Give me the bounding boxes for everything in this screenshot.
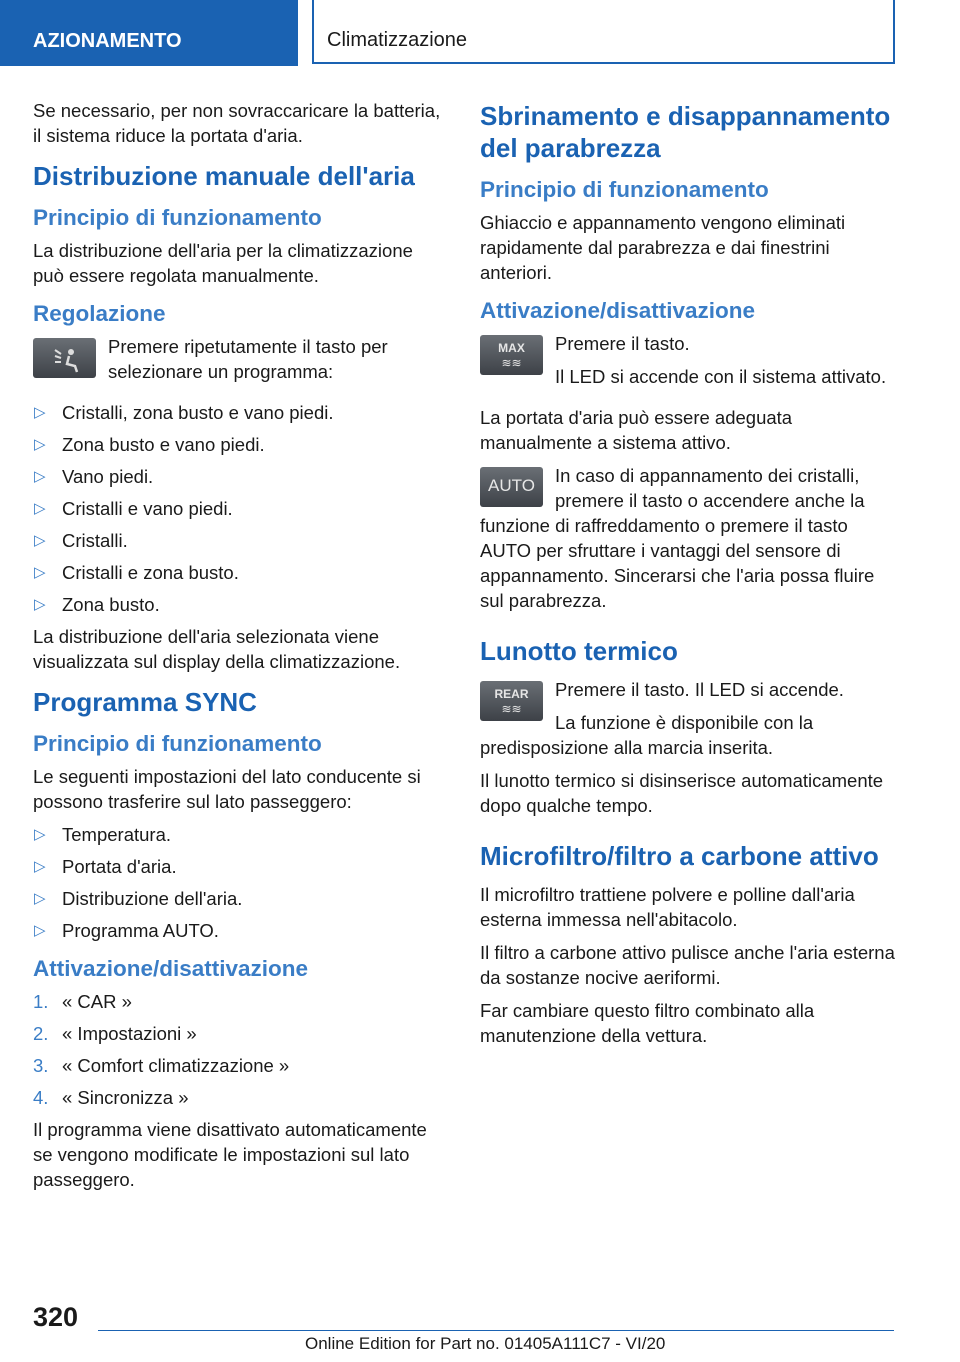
auto-button-icon: AUTO	[480, 467, 543, 507]
list-item: ▷ Zona busto.	[34, 594, 160, 615]
air-distribution-button-icon	[33, 338, 96, 378]
triangle-bullet-icon: ▷	[34, 468, 46, 485]
rear-defrost-button-icon: REAR ≋≋	[480, 681, 543, 721]
filter-text-2: Il filtro a carbone attivo pulisce anche l'aria esterna da sostanze nocive aeriformi.	[480, 942, 895, 988]
rear-text-3: Il lunotto termico si disinserisce automaticamente dopo qualche tempo.	[480, 770, 884, 816]
triangle-bullet-icon: ▷	[34, 532, 46, 549]
left-column	[33, 98, 443, 1200]
max-defrost-button-icon: MAX ≋≋	[480, 335, 543, 375]
list-item: ▷ Distribuzione dell'aria.	[34, 888, 243, 909]
filter-text-1: Il microfiltro trattiene polvere e polline dall'aria esterna immessa nell'abitacolo.	[480, 884, 855, 930]
chapter-title: Climatizzazione	[312, 0, 895, 64]
regulation-text: Premere ripetutamente il tasto per selezionare un programma:	[108, 336, 388, 382]
triangle-bullet-icon: ▷	[34, 858, 46, 875]
heading-activation-right: Attivazione/disattivazione	[480, 298, 756, 323]
page-header	[0, 0, 960, 66]
section-tab: AZIONAMENTO	[0, 0, 298, 66]
page-number: 320	[33, 1302, 79, 1332]
list-item: 2. « Impostazioni »	[33, 1023, 197, 1044]
auto-row	[480, 463, 900, 613]
wave-heat-icon: ≋≋	[501, 356, 522, 370]
principle-right-text: Ghiaccio e appannamento vengono eliminati rapidamente dal parabrezza e dai finestrini anteriori.	[480, 212, 846, 283]
list-item: ▷ Vano piedi.	[34, 466, 154, 487]
heading-principle-1: Principio di funzionamento	[33, 205, 322, 230]
triangle-bullet-icon: ▷	[34, 596, 46, 613]
auto-text: In caso di appannamento dei cristalli, premere il tasto o accendere anche la funzione di raffreddamento o premere il tasto AUTO per sfruttare i vantaggi del sensore di appannamento. Sincerarsi che l'aria possa fluire sul parabrezza.	[480, 465, 875, 611]
heading-principle-right: Principio di funzionamento	[480, 177, 769, 202]
heading-regulation: Regolazione	[33, 301, 166, 326]
list-item: ▷ Cristalli e zona busto.	[34, 562, 239, 583]
intro-paragraph: Se necessario, per non sovraccaricare la batteria, il sistema riduce la portata d'aria.	[33, 100, 441, 146]
manual-flow-text: La portata d'aria può essere adeguata manualmente a sistema attivo.	[480, 407, 793, 453]
max-text-1: Premere il tasto.	[555, 333, 690, 354]
list-item: ▷ Temperatura.	[34, 824, 171, 845]
rear-text-2: La funzione è disponibile con la predisposizione alla marcia inserita.	[480, 712, 814, 758]
heading-rear-window: Lunotto termico	[480, 636, 678, 666]
list-item: ▷ Zona busto e vano piedi.	[34, 434, 265, 455]
list-item: ▷ Cristalli.	[34, 530, 128, 551]
triangle-bullet-icon: ▷	[34, 826, 46, 843]
steps-list	[33, 989, 443, 1110]
triangle-bullet-icon: ▷	[34, 890, 46, 907]
rear-row	[480, 677, 900, 760]
program-list	[33, 400, 443, 617]
heading-filter: Microfiltro/filtro a carbone attivo	[480, 841, 879, 871]
sync-list	[33, 822, 443, 943]
heading-activation-left: Attivazione/disattivazione	[33, 956, 309, 981]
regulation-row	[33, 334, 443, 392]
list-item: 3. « Comfort climatizzazione »	[33, 1055, 290, 1076]
filter-text-3: Far cambiare questo filtro combinato alla manutenzione della vettura.	[480, 1000, 815, 1046]
principle-1-text: La distribuzione dell'aria per la climatizzazione può essere regolata manualmente.	[33, 240, 413, 286]
list-item: ▷ Programma AUTO.	[34, 920, 219, 941]
triangle-bullet-icon: ▷	[34, 404, 46, 421]
rear-text-1: Premere il tasto. Il LED si accende.	[555, 679, 844, 700]
heading-principle-2: Principio di funzionamento	[33, 731, 322, 756]
triangle-bullet-icon: ▷	[34, 922, 46, 939]
heading-defrost: Sbrinamento e disappannamento del parabrezza	[480, 101, 891, 163]
list-item: ▷ Cristalli, zona busto e vano piedi.	[34, 402, 334, 423]
list-item: ▷ Cristalli e vano piedi.	[34, 498, 233, 519]
list-item: 4. « Sincronizza »	[33, 1087, 189, 1108]
footer-divider	[98, 1330, 894, 1331]
distribution-display-text: La distribuzione dell'aria selezionata viene visualizzata sul display della climatizzazione.	[33, 626, 401, 672]
right-column	[480, 98, 900, 1056]
list-item: 1. « CAR »	[33, 991, 132, 1012]
triangle-bullet-icon: ▷	[34, 436, 46, 453]
max-row	[480, 331, 900, 397]
heading-sync: Programma SYNC	[33, 687, 257, 717]
list-item: ▷ Portata d'aria.	[34, 856, 177, 877]
heading-manual-distribution: Distribuzione manuale dell'aria	[33, 161, 415, 191]
wave-heat-icon: ≋≋	[501, 702, 522, 716]
max-text-2: Il LED si accende con il sistema attivato.	[555, 366, 887, 387]
triangle-bullet-icon: ▷	[34, 500, 46, 517]
principle-2-text: Le seguenti impostazioni del lato conducente si possono trasferire sul lato passeggero:	[33, 766, 421, 812]
edition-text: Online Edition for Part no. 01405A111C7 - VI/20	[305, 1334, 666, 1353]
triangle-bullet-icon: ▷	[34, 564, 46, 581]
sync-off-text: Il programma viene disattivato automaticamente se vengono modificate le impostazioni sul lato passeggero.	[33, 1119, 427, 1190]
